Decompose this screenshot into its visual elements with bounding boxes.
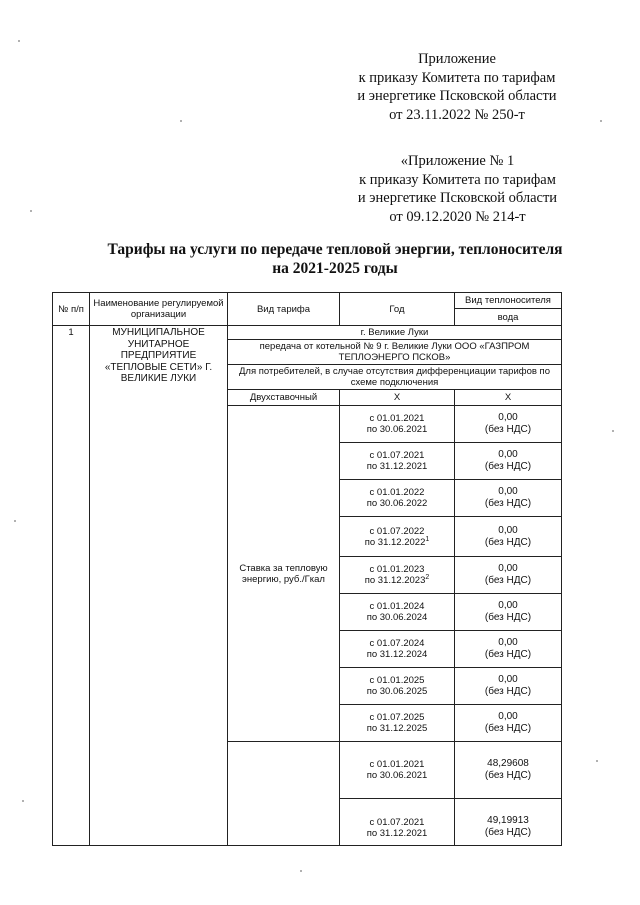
period-from: с 01.07.2025: [369, 712, 425, 723]
vat-note: (без НДС): [484, 649, 532, 660]
period-to: [342, 649, 452, 660]
row-number: 1: [53, 326, 90, 846]
appendix-header: [352, 50, 562, 124]
vat-note: (без НДС): [484, 686, 532, 697]
appendix-line: от 23.11.2022 № 250-т: [389, 106, 525, 123]
scan-speck: [612, 430, 614, 432]
vat-note: (без НДС): [484, 536, 532, 548]
period-cell: [340, 705, 455, 742]
value-cell: [455, 594, 562, 631]
period-from: с 01.07.2021: [369, 450, 425, 461]
period-cell: [340, 480, 455, 517]
period-to: [342, 575, 452, 586]
scan-speck: [18, 40, 20, 42]
period-to-text: по 31.12.2021: [366, 828, 428, 839]
scan-speck: [596, 760, 598, 762]
period-cell: [340, 443, 455, 480]
period-from: с 01.07.2022: [369, 525, 425, 537]
organization-name: МУНИЦИПАЛЬНОЕ УНИТАРНОЕ ПРЕДПРИЯТИЕ «ТЕПЛОВЫЕ СЕТИ» Г. ВЕЛИКИЕ ЛУКИ: [90, 326, 228, 846]
tariff-value: 0,00: [498, 674, 518, 685]
value-cell: [455, 480, 562, 517]
header-tariff-type: Вид тарифа: [228, 293, 340, 326]
footnote-mark: 2: [425, 573, 430, 581]
period-cell: [340, 594, 455, 631]
period-from: с 01.07.2021: [369, 817, 425, 828]
two-part-cell: Двухставочный: [228, 390, 340, 406]
period-cell: [340, 799, 455, 846]
period-to-text: по 30.06.2024: [366, 612, 428, 623]
footnote-mark: 1: [425, 535, 430, 543]
value-cell: [455, 631, 562, 668]
city-row: [53, 326, 562, 340]
period-to-text: по 30.06.2025: [366, 686, 428, 697]
period-to-text: по 31.12.2021: [366, 461, 428, 472]
header-carrier: Вид теплоносителя: [455, 293, 562, 309]
vat-note: (без НДС): [484, 498, 532, 509]
appendix-line: и энергетике Псковской области: [357, 88, 557, 104]
value-cell: [455, 406, 562, 443]
transfer-cell: передача от котельной № 9 г. Великие Луки ООО «ГАЗПРОМ ТЕПЛОЭНЕРГО ПСКОВ»: [228, 340, 562, 365]
value-cell: [455, 517, 562, 557]
prior-appendix-line: «Приложение № 1: [400, 153, 515, 169]
vat-note: (без НДС): [484, 461, 532, 472]
document-title: [105, 240, 565, 278]
prior-appendix-line: и энергетике Псковской области: [357, 190, 558, 206]
scan-speck: [30, 210, 32, 212]
scan-speck: [300, 870, 302, 872]
header-num: № п/п: [53, 293, 90, 326]
vat-note: (без НДС): [484, 723, 532, 734]
vat-note: (без НДС): [484, 575, 532, 586]
vat-note: (без НДС): [484, 612, 532, 623]
appendix-line: Приложение: [418, 51, 496, 67]
period-to-text: по 30.06.2021: [366, 424, 428, 435]
tariff-value: 49,19913: [487, 815, 529, 826]
prior-appendix-line: к приказу Комитета по тарифам: [359, 171, 556, 188]
period-to: [342, 828, 452, 839]
period-to: [342, 770, 452, 781]
period-from: с 01.01.2021: [369, 759, 425, 770]
consumers-cell: Для потребителей, в случае отсутствия дифференциации тарифов по схеме подключения: [228, 365, 562, 390]
period-cell: [340, 742, 455, 799]
period-from: с 01.01.2024: [369, 601, 425, 612]
period-to: [342, 461, 452, 472]
tariff-value: 0,00: [498, 449, 518, 460]
period-from: с 01.07.2024: [369, 638, 425, 649]
period-to: [342, 686, 452, 697]
period-to-text: по 30.06.2021: [366, 770, 428, 781]
period-to: [342, 723, 452, 734]
period-from: с 01.01.2021: [369, 413, 425, 424]
value-cell: [455, 799, 562, 846]
period-to: [342, 612, 452, 623]
prior-appendix-header: [350, 152, 565, 226]
value-cell: [455, 705, 562, 742]
second-rate-label: [228, 742, 340, 846]
vat-note: (без НДС): [484, 827, 532, 838]
x-mark-year: Х: [340, 390, 455, 406]
value-cell: [455, 557, 562, 594]
tariff-value: 0,00: [498, 524, 518, 536]
header-row: [53, 293, 562, 309]
value-cell: [455, 443, 562, 480]
x-mark-value: Х: [455, 390, 562, 406]
tariff-value: 0,00: [498, 711, 518, 722]
scan-speck: [22, 800, 24, 802]
period-to-text: по 30.06.2022: [366, 498, 428, 509]
period-cell: [340, 406, 455, 443]
city-cell: г. Великие Луки: [228, 326, 562, 340]
period-cell: [340, 517, 455, 557]
period-cell: [340, 668, 455, 705]
period-from: с 01.01.2025: [369, 675, 425, 686]
rate-label: Ставка за тепловую энергию, руб./Гкал: [228, 406, 340, 742]
tariff-value: 0,00: [498, 412, 518, 423]
vat-note: (без НДС): [484, 424, 532, 435]
appendix-line: к приказу Комитета по тарифам: [358, 69, 556, 86]
header-org: Наименование регулируемой организации: [90, 293, 228, 326]
prior-appendix-line: от 09.12.2020 № 214-т: [389, 208, 526, 225]
period-cell: [340, 631, 455, 668]
value-cell: [455, 668, 562, 705]
tariff-value: 48,29608: [487, 758, 529, 769]
scan-speck: [14, 520, 16, 522]
tariff-value: 0,00: [498, 563, 518, 574]
header-year: Год: [340, 293, 455, 326]
tariff-table: [52, 292, 562, 846]
scan-speck: [180, 120, 182, 122]
tariff-value: 0,00: [498, 486, 518, 497]
value-cell: [455, 742, 562, 799]
period-from: с 01.01.2023: [369, 564, 425, 575]
title-line-2: на 2021-2025 годы: [272, 260, 398, 277]
period-cell: [340, 557, 455, 594]
period-to: [342, 498, 452, 509]
period-from: с 01.01.2022: [369, 487, 425, 498]
vat-note: (без НДС): [484, 770, 532, 781]
title-line-1: Тарифы на услуги по передаче тепловой энергии, теплоносителя: [107, 241, 563, 258]
tariff-value: 0,00: [498, 600, 518, 611]
header-water: вода: [455, 309, 562, 326]
period-to: [342, 424, 452, 435]
period-to-text: по 31.12.2023: [364, 575, 426, 586]
period-to-text: по 31.12.2025: [366, 723, 428, 734]
tariff-value: 0,00: [498, 637, 518, 648]
period-to-text: по 31.12.2022: [364, 536, 426, 548]
scan-speck: [600, 120, 602, 122]
period-to: [342, 537, 452, 548]
period-to-text: по 31.12.2024: [366, 649, 428, 660]
